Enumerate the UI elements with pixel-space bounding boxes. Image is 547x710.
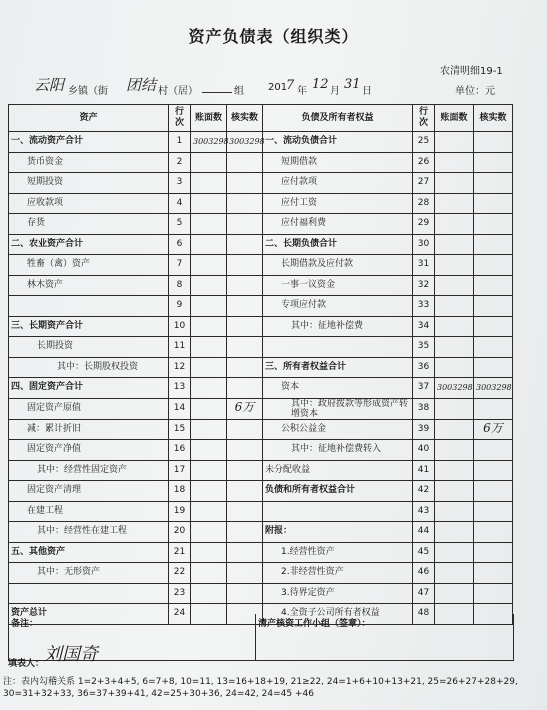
row-number: 41 xyxy=(413,460,435,481)
book-value-cell xyxy=(435,460,474,481)
liability-item: 应付福利费 xyxy=(263,214,413,235)
book-value-cell xyxy=(191,214,227,235)
asset-item: 固定资产净值 xyxy=(9,440,169,461)
table-row xyxy=(9,542,513,563)
table-row xyxy=(9,460,513,481)
form-code: 农清明细19-1 xyxy=(440,66,503,77)
verified-value-cell xyxy=(474,398,513,419)
township-label: 乡镇（街 xyxy=(68,86,108,97)
row-number: 21 xyxy=(169,542,191,563)
year-handwritten: 7 xyxy=(286,78,295,93)
verified-value-cell xyxy=(474,378,513,399)
form-title: 资产负债表（组织类） xyxy=(188,27,359,46)
year-prefix: 201 xyxy=(268,82,288,93)
col-header-verified-right: 核实数 xyxy=(474,105,513,132)
verified-value-cell xyxy=(227,296,263,317)
table-row xyxy=(9,378,513,399)
asset-item: 牲畜（禽）资产 xyxy=(9,255,169,276)
verified-value-cell xyxy=(474,296,513,317)
book-value-cell xyxy=(191,481,227,502)
liability-item: 长期借款及应付款 xyxy=(263,255,413,276)
row-number: 42 xyxy=(413,481,435,502)
table-row xyxy=(9,296,513,317)
book-value-cell xyxy=(191,234,227,255)
liability-item: 短期借款 xyxy=(263,152,413,173)
verified-value-cell xyxy=(227,234,263,255)
verified-value-cell xyxy=(474,419,513,440)
row-number: 34 xyxy=(413,316,435,337)
row-number: 31 xyxy=(413,255,435,276)
verified-value-cell xyxy=(474,152,513,173)
book-value-cell xyxy=(191,378,227,399)
verified-value-handwritten: 3003298 xyxy=(476,382,512,392)
asset-item: 货币资金 xyxy=(9,152,169,173)
table-row xyxy=(9,173,513,194)
liability-item: 一、流动负债合计 xyxy=(263,132,413,153)
book-value-cell xyxy=(191,275,227,296)
book-value-cell xyxy=(435,316,474,337)
table-row xyxy=(9,193,513,214)
verified-value-cell xyxy=(227,193,263,214)
row-number: 2 xyxy=(169,152,191,173)
row-number: 7 xyxy=(169,255,191,276)
table-row xyxy=(9,132,513,153)
table-row xyxy=(9,398,513,419)
notes-label: 备注： xyxy=(11,619,39,629)
village-label: 村（居） xyxy=(158,86,198,97)
book-value-cell xyxy=(191,255,227,276)
asset-item: 其中：经营性在建工程 xyxy=(9,522,169,543)
verified-value-cell xyxy=(474,522,513,543)
book-value-cell xyxy=(191,440,227,461)
verified-value-cell xyxy=(227,563,263,584)
asset-item: 其中：长期股权投资 xyxy=(9,357,169,378)
book-value-cell xyxy=(435,234,474,255)
liability-item: 未分配收益 xyxy=(263,460,413,481)
verified-value-cell xyxy=(227,378,263,399)
liability-item: 2.非经营性资产 xyxy=(263,563,413,584)
col-header-liabilities: 负债及所有者权益 xyxy=(263,105,413,132)
verified-value-cell xyxy=(227,173,263,194)
balance-table xyxy=(8,104,513,625)
col-header-book-right: 账面数 xyxy=(435,105,474,132)
liability-item: 1.经营性资产 xyxy=(263,542,413,563)
book-value-cell xyxy=(191,173,227,194)
verified-value-cell xyxy=(474,357,513,378)
asset-item: 长期投资 xyxy=(9,337,169,358)
book-value-cell xyxy=(191,337,227,358)
verified-value-cell xyxy=(474,255,513,276)
liability-item: 一事一议资金 xyxy=(263,275,413,296)
asset-item: 林木资产 xyxy=(9,275,169,296)
month-label: 月 xyxy=(330,86,340,97)
liability-item xyxy=(263,501,413,522)
month-handwritten: 12 xyxy=(312,77,329,92)
asset-item: 三、长期资产合计 xyxy=(9,316,169,337)
liability-item xyxy=(263,337,413,358)
verified-value-cell xyxy=(227,316,263,337)
verified-value-cell xyxy=(474,316,513,337)
row-number: 26 xyxy=(413,152,435,173)
verified-value-cell xyxy=(227,481,263,502)
row-number: 27 xyxy=(413,173,435,194)
book-value-cell xyxy=(435,152,474,173)
asset-item: 四、固定资产合计 xyxy=(9,378,169,399)
verified-value-cell xyxy=(474,214,513,235)
book-value-cell xyxy=(191,357,227,378)
row-number: 43 xyxy=(413,501,435,522)
liability-item: 4.全资子公司所有者权益 xyxy=(263,604,413,625)
book-value-cell xyxy=(191,296,227,317)
row-number: 46 xyxy=(413,563,435,584)
asset-item: 一、流动资产合计 xyxy=(9,132,169,153)
row-number: 18 xyxy=(169,481,191,502)
book-value-cell xyxy=(435,440,474,461)
group-blank xyxy=(202,82,232,93)
book-value-cell xyxy=(435,378,474,399)
day-label: 日 xyxy=(362,86,372,97)
book-value-cell xyxy=(191,398,227,419)
verified-value-cell xyxy=(474,234,513,255)
asset-item: 其中：无形资产 xyxy=(9,563,169,584)
book-value-cell xyxy=(191,542,227,563)
book-value-cell xyxy=(191,460,227,481)
table-row xyxy=(9,481,513,502)
row-number: 13 xyxy=(169,378,191,399)
table-row xyxy=(9,522,513,543)
liability-item: 3.待界定资产 xyxy=(263,583,413,604)
verified-value-cell xyxy=(474,460,513,481)
row-number: 36 xyxy=(413,357,435,378)
verified-value-cell xyxy=(227,583,263,604)
book-value-cell xyxy=(435,296,474,317)
book-value-cell xyxy=(435,255,474,276)
book-value-cell xyxy=(435,193,474,214)
row-number: 28 xyxy=(413,193,435,214)
verified-value-cell xyxy=(227,357,263,378)
row-number: 25 xyxy=(413,132,435,153)
row-number: 47 xyxy=(413,583,435,604)
table-row xyxy=(9,501,513,522)
row-number: 9 xyxy=(169,296,191,317)
row-number: 29 xyxy=(413,214,435,235)
asset-item xyxy=(9,296,169,317)
footnote-line-1: 注：表内勾稽关系 1=2+3+4+5, 6=7+8, 10=11, 13=16+18+19, 21≥22, 24=1+6+10+13+21, 25=26+27+28+29, xyxy=(3,677,518,687)
asset-item: 应收款项 xyxy=(9,193,169,214)
row-number: 44 xyxy=(413,522,435,543)
row-number: 19 xyxy=(169,501,191,522)
unit-label: 单位：元 xyxy=(455,86,495,97)
footnote-line-2: 30=31+32+33, 36=37+39+41, 42=25+30+36, 24=42, 24=45 +46 xyxy=(3,689,314,699)
asset-item: 五、其他资产 xyxy=(9,542,169,563)
book-value-cell xyxy=(435,583,474,604)
book-value-cell xyxy=(191,193,227,214)
verified-value-cell xyxy=(227,214,263,235)
verified-value-cell xyxy=(474,132,513,153)
liability-item: 专项应付款 xyxy=(263,296,413,317)
verified-value-cell xyxy=(227,275,263,296)
row-number: 37 xyxy=(413,378,435,399)
book-value-cell xyxy=(191,522,227,543)
book-value-cell xyxy=(191,419,227,440)
asset-item: 固定资产清理 xyxy=(9,481,169,502)
liability-item: 其中：征地补偿费转入 xyxy=(263,440,413,461)
verified-value-cell xyxy=(227,542,263,563)
row-number: 23 xyxy=(169,583,191,604)
row-number: 24 xyxy=(169,604,191,625)
table-row xyxy=(9,255,513,276)
verified-value-cell xyxy=(474,563,513,584)
row-number: 40 xyxy=(413,440,435,461)
group-label: 组 xyxy=(234,86,244,97)
liability-item: 资本 xyxy=(263,378,413,399)
table-row xyxy=(9,214,513,235)
book-value-cell xyxy=(435,563,474,584)
asset-item: 存货 xyxy=(9,214,169,235)
col-header-verified: 核实数 xyxy=(227,105,263,132)
liability-item: 附报： xyxy=(263,522,413,543)
book-value-cell xyxy=(191,132,227,153)
filler-label: 填表人： xyxy=(8,659,45,669)
notes-divider xyxy=(255,614,256,660)
row-number: 3 xyxy=(169,173,191,194)
table-row xyxy=(9,583,513,604)
row-number: 32 xyxy=(413,275,435,296)
row-number: 30 xyxy=(413,234,435,255)
verified-value-cell xyxy=(474,337,513,358)
verified-value-handwritten: 6万 xyxy=(234,400,255,414)
book-value-cell xyxy=(191,501,227,522)
book-value-handwritten: 3003298 xyxy=(437,382,473,392)
asset-item: 减：累计折旧 xyxy=(9,419,169,440)
book-value-cell xyxy=(435,275,474,296)
table-row xyxy=(9,357,513,378)
book-value-cell xyxy=(435,398,474,419)
book-value-cell xyxy=(435,481,474,502)
liability-item: 应付工资 xyxy=(263,193,413,214)
col-header-row-no-right: 行次 xyxy=(413,105,435,132)
verified-value-cell xyxy=(227,522,263,543)
book-value-cell xyxy=(435,173,474,194)
verified-value-cell xyxy=(474,501,513,522)
table-row xyxy=(9,275,513,296)
row-number: 22 xyxy=(169,563,191,584)
row-number: 38 xyxy=(413,398,435,419)
row-number: 6 xyxy=(169,234,191,255)
verified-value-cell xyxy=(227,152,263,173)
row-number: 45 xyxy=(413,542,435,563)
verified-value-cell xyxy=(227,255,263,276)
book-value-cell xyxy=(191,152,227,173)
book-value-cell xyxy=(435,132,474,153)
table-header-row xyxy=(9,105,513,132)
liability-item: 公积公益金 xyxy=(263,419,413,440)
verified-value-handwritten: 3003298 xyxy=(229,136,265,146)
row-number: 15 xyxy=(169,419,191,440)
row-number: 14 xyxy=(169,398,191,419)
year-label: 年 xyxy=(297,86,307,97)
row-number: 12 xyxy=(169,357,191,378)
verified-value-cell xyxy=(474,275,513,296)
township-handwritten: 云阳 xyxy=(34,76,65,94)
asset-item: 短期投资 xyxy=(9,173,169,194)
table-row xyxy=(9,234,513,255)
verified-value-cell xyxy=(227,398,263,419)
row-number: 10 xyxy=(169,316,191,337)
row-number: 11 xyxy=(169,337,191,358)
liability-item: 负债和所有者权益合计 xyxy=(263,481,413,502)
verified-value-cell xyxy=(227,440,263,461)
verified-value-cell xyxy=(227,132,263,153)
liability-item: 三、所有者权益合计 xyxy=(263,357,413,378)
verified-value-cell xyxy=(474,173,513,194)
verified-value-cell xyxy=(227,419,263,440)
row-number: 33 xyxy=(413,296,435,317)
verified-value-cell xyxy=(474,440,513,461)
col-header-assets: 资产 xyxy=(9,105,169,132)
filler-signature: 刘国奇 xyxy=(44,644,98,665)
row-number: 35 xyxy=(413,337,435,358)
row-number: 48 xyxy=(413,604,435,625)
book-value-cell xyxy=(435,214,474,235)
col-header-row-no: 行次 xyxy=(169,105,191,132)
book-value-cell xyxy=(435,337,474,358)
asset-item xyxy=(9,583,169,604)
asset-item: 固定资产原值 xyxy=(9,398,169,419)
book-value-cell xyxy=(435,357,474,378)
verified-value-handwritten: 6万 xyxy=(483,420,503,435)
liability-item: 应付款项 xyxy=(263,173,413,194)
day-handwritten: 31 xyxy=(344,77,361,92)
row-number: 17 xyxy=(169,460,191,481)
table-row xyxy=(9,419,513,440)
row-number: 20 xyxy=(169,522,191,543)
row-number: 1 xyxy=(169,132,191,153)
book-value-cell xyxy=(435,542,474,563)
village-handwritten: 团结 xyxy=(126,76,157,94)
asset-item: 其中：经营性固定资产 xyxy=(9,460,169,481)
book-value-cell xyxy=(435,501,474,522)
asset-item: 在建工程 xyxy=(9,501,169,522)
team-seal-label: 清产核资工作小组（签章）： xyxy=(258,619,371,629)
verified-value-cell xyxy=(474,481,513,502)
table-row xyxy=(9,316,513,337)
row-number: 8 xyxy=(169,275,191,296)
verified-value-cell xyxy=(227,501,263,522)
asset-item: 资产总计 xyxy=(9,604,169,625)
table-row xyxy=(9,563,513,584)
book-value-cell xyxy=(191,583,227,604)
verified-value-cell xyxy=(227,460,263,481)
verified-value-cell xyxy=(474,583,513,604)
row-number: 16 xyxy=(169,440,191,461)
liability-item: 其中：政府拨款等形成资产转增资本 xyxy=(263,398,413,419)
book-value-cell xyxy=(435,522,474,543)
row-number: 5 xyxy=(169,214,191,235)
table-row xyxy=(9,440,513,461)
book-value-cell xyxy=(435,419,474,440)
asset-item: 二、农业资产合计 xyxy=(9,234,169,255)
verified-value-cell xyxy=(227,337,263,358)
col-header-book: 账面数 xyxy=(191,105,227,132)
verified-value-cell xyxy=(474,193,513,214)
verified-value-cell xyxy=(474,542,513,563)
book-value-handwritten: 3003298 xyxy=(193,136,229,146)
table-row xyxy=(9,337,513,358)
table-row xyxy=(9,152,513,173)
book-value-cell xyxy=(191,563,227,584)
row-number: 4 xyxy=(169,193,191,214)
book-value-cell xyxy=(191,316,227,337)
row-number: 39 xyxy=(413,419,435,440)
liability-item: 二、长期负债合计 xyxy=(263,234,413,255)
liability-item: 其中：征地补偿费 xyxy=(263,316,413,337)
